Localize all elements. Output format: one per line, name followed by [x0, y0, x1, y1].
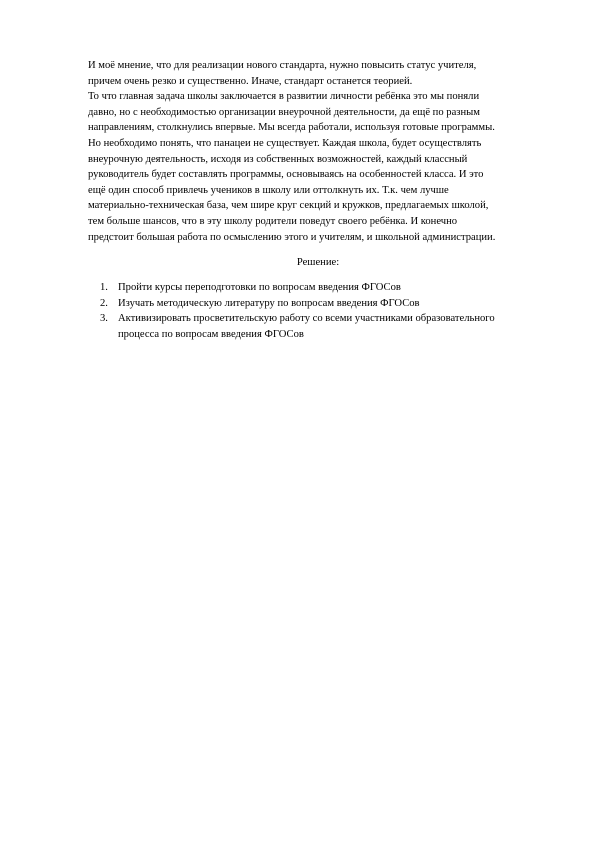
text-line: причем очень резко и существенно. Иначе, стандарт останется теорией. [88, 75, 413, 87]
text-line: То что главная задача школы заключается в развитии личности ребёнка это мы поняли [88, 91, 480, 103]
text-line: руководитель будет составлять программы, основываясь на особенностей класса. И это [88, 169, 484, 181]
text-line: тем больше шансов, что в эту школу родители поведут своего ребёнка. И конечно [88, 215, 458, 227]
text-line: материально-техническая база, чем шире круг секций и кружков, предлагаемых школой, [88, 200, 489, 212]
list-number: 3. [100, 313, 108, 325]
list-number: 2. [100, 297, 108, 309]
list-item [88, 280, 548, 296]
list-item-text: Активизировать просветительскую работу со всеми участниками образовательного [118, 313, 495, 325]
text-line: давно, но с необходимостью организации внеурочной деятельности, да ещё по разным [88, 106, 480, 118]
solution-heading: Решение: [296, 257, 340, 268]
list-item [88, 311, 548, 342]
text-line: предстоит большая работа по осмыслению этого и учителям, и школьной администрации. [88, 231, 496, 243]
list-item [88, 296, 548, 312]
list-item-text: процесса по вопросам введения ФГОСов [118, 328, 304, 340]
list-item-text: Пройти курсы переподготовки по вопросам введения ФГОСов [118, 282, 401, 293]
list-item-text: Изучать методическую литературу по вопросам введения ФГОСов [118, 297, 420, 309]
body-text [88, 58, 548, 245]
text-line: И моё мнение, что для реализации нового стандарта, нужно повысить статус учителя, [88, 60, 477, 71]
text-line: направлениям, столкнулись впервые. Мы всегда работали, используя готовые программы. [88, 122, 495, 134]
text-line: Но необходимо понять, что панацеи не существует. Каждая школа, будет осуществлять [88, 137, 482, 149]
text-line: внеурочную деятельность, исходя из собственных возможностей, каждый классный [88, 153, 468, 165]
solution-list [88, 280, 548, 342]
list-number: 1. [100, 282, 108, 293]
text-line: ещё один способ привлечь учеников в школу или оттолкнуть их. Т.к. чем лучше [88, 184, 449, 196]
